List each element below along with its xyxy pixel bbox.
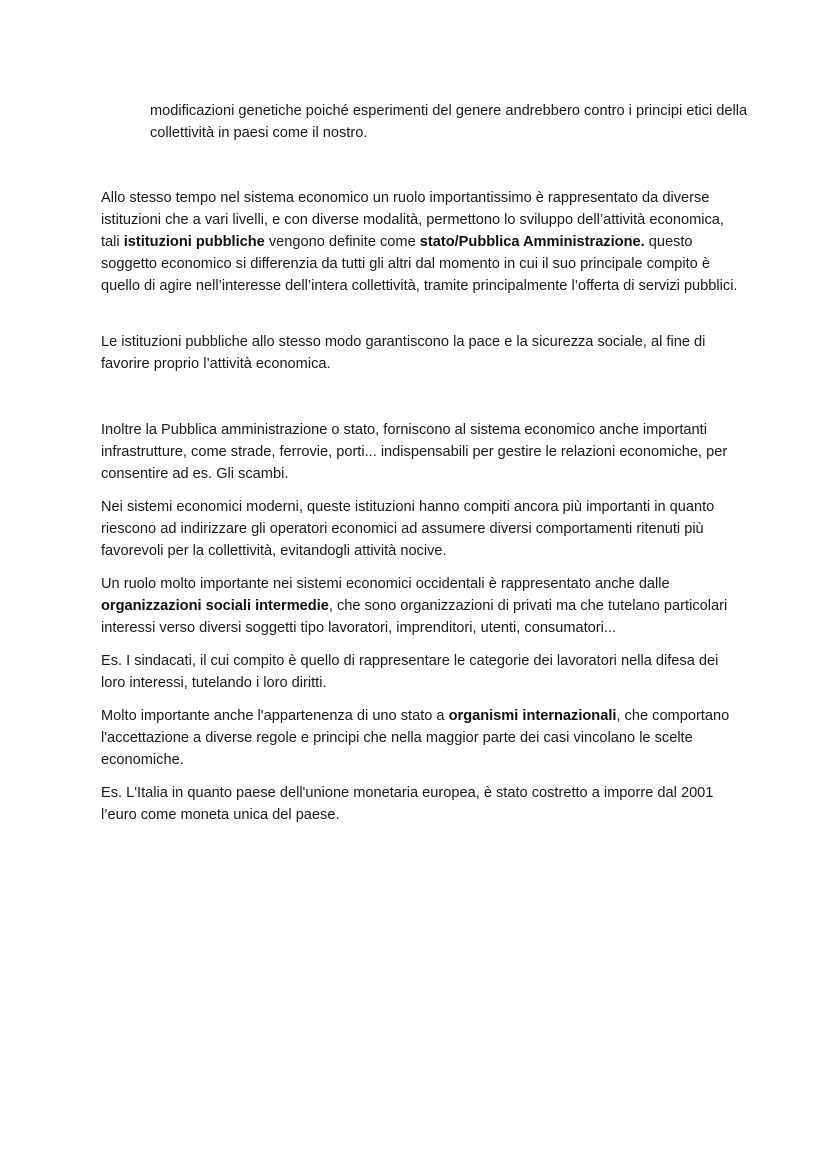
paragraph-istituzioni-pubbliche <box>101 187 741 297</box>
text-segment: Molto importante anche l'appartenenza di uno stato a <box>101 708 449 724</box>
bold-term: stato/Pubblica Amministrazione. <box>419 234 645 250</box>
text-segment: Le istituzioni pubbliche allo stesso modo garantiscono la pace e la sicurezza sociale, al fine di favorire proprio l’attività economica. <box>101 334 706 372</box>
text-segment: Es. I sindacati, il cui compito è quello di rappresentare le categorie dei lavoratori nella difesa dei loro interessi, tutelando i loro diritti. <box>101 653 719 691</box>
paragraph-sistemi-moderni <box>101 496 741 562</box>
paragraph-organismi-internazionali <box>101 705 741 771</box>
bold-term: organismi internazionali <box>448 708 617 724</box>
text-segment: Inoltre la Pubblica amministrazione o stato, forniscono al sistema economico anche importanti infrastrutture, come strade, ferrovie, porti... indispensabili per gestire le relazioni economiche, per consentire ad es. Gli scambi. <box>101 422 728 482</box>
text-segment: vengono definite come <box>264 234 420 250</box>
paragraph-continuation <box>150 100 750 144</box>
bold-term: organizzazioni sociali intermedie <box>101 598 329 614</box>
paragraph-sindacati <box>101 650 741 694</box>
text-segment: Allo stesso tempo nel sistema economico un ruolo importantissimo è rappresentato da diverse istituzioni che a vari livelli, e con diverse modalità, permettono lo sviluppo dell’attività economica, tali <box>101 190 724 250</box>
paragraph-organizzazioni-intermedie <box>101 573 741 639</box>
text-segment: , che comportano l'accettazione a diverse regole e principi che nella maggior parte dei casi vincolano le scelte economiche. <box>101 708 730 768</box>
text-segment: questo soggetto economico si differenzia da tutti gli altri dal momento in cui il suo principale compito è quello di agire nell’interesse dell’intera collettività, tramite principalmente l’offerta di servizi pubblici. <box>101 234 738 294</box>
paragraph-pace-sicurezza <box>101 331 741 375</box>
text-segment: , che sono organizzazioni di privati ma che tutelano particolari interessi verso diversi soggetti tipo lavoratori, imprenditori, utenti, consumatori... <box>101 598 728 636</box>
text-segment: Es. L'Italia in quanto paese dell'unione monetaria europea, è stato costretto a imporre dal 2001 l’euro come moneta unica del paese. <box>101 785 714 823</box>
text-segment: Nei sistemi economici moderni, queste istituzioni hanno compiti ancora più importanti in quanto riescono ad indirizzare gli operatori economici ad assumere diversi comportamenti ritenuti più favorevoli per la collettività, evitandogli attività nocive. <box>101 499 715 559</box>
text-segment: modificazioni genetiche poiché esperimenti del genere andrebbero contro i principi etici della collettività in paesi come il nostro. <box>150 103 748 141</box>
bold-term: istituzioni pubbliche <box>123 234 265 250</box>
paragraph-euro <box>101 782 741 826</box>
paragraph-infrastrutture <box>101 419 741 485</box>
text-segment: Un ruolo molto importante nei sistemi economici occidentali è rappresentato anche dalle <box>101 576 670 592</box>
